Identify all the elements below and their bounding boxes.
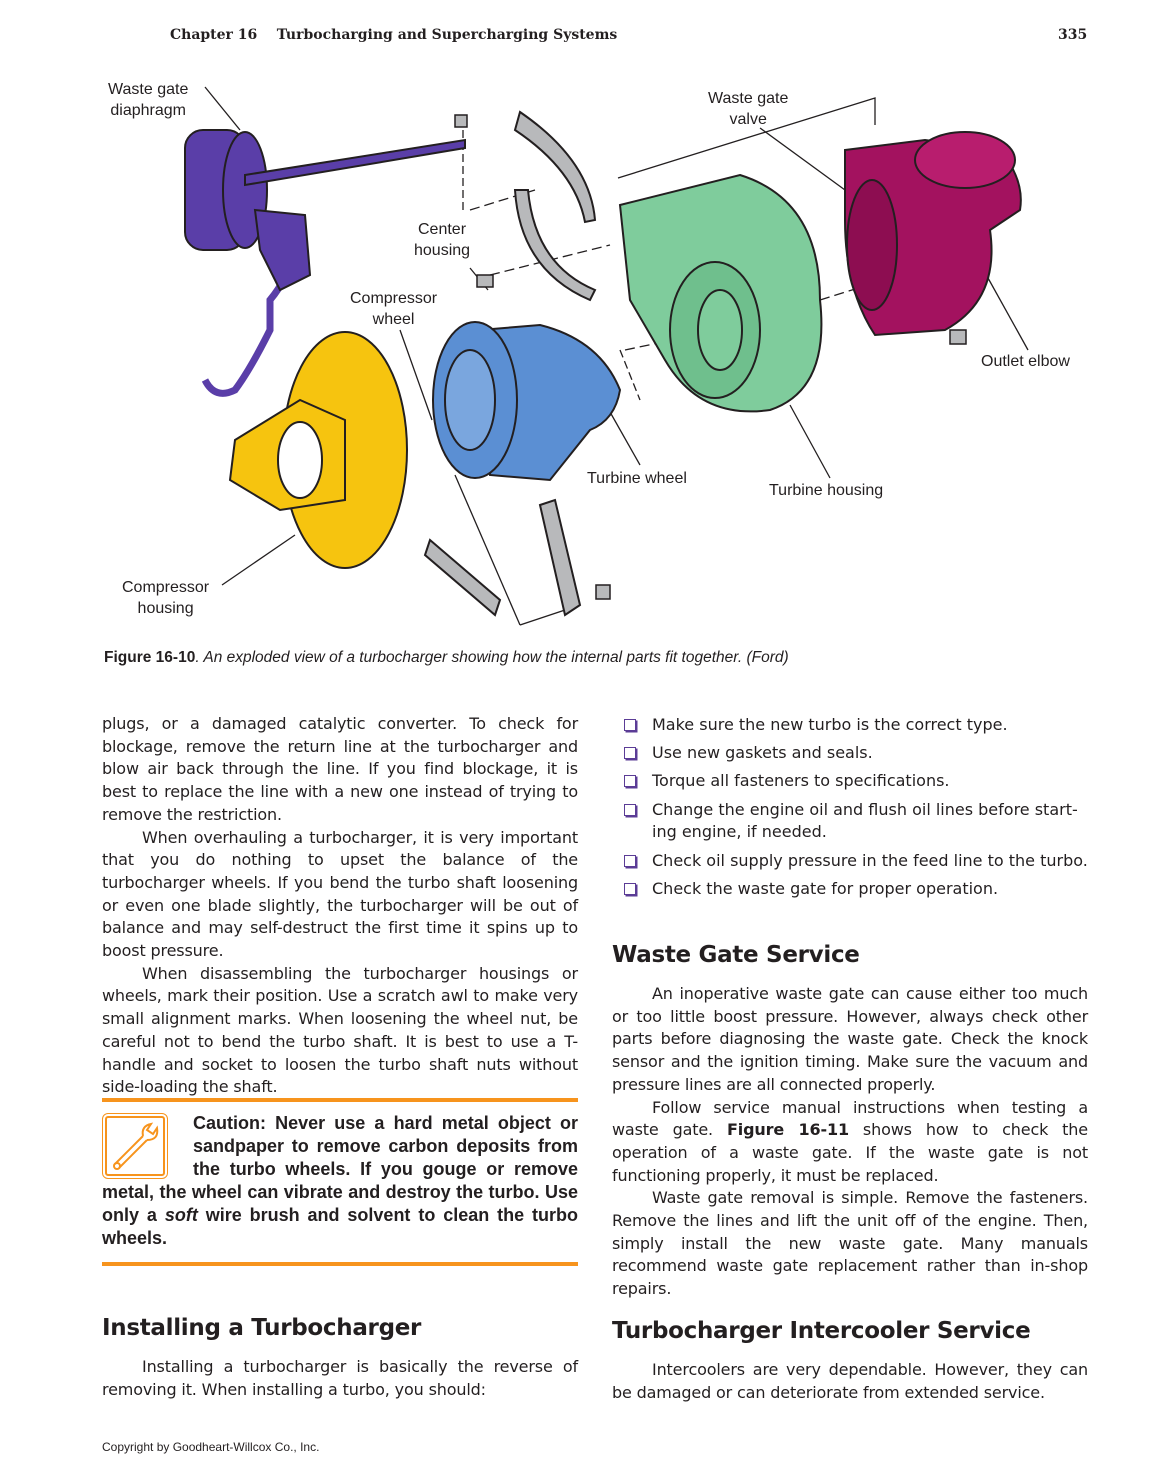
checklist-item: Make sure the new turbo is the correct type. [612, 714, 1088, 737]
heading-waste-gate-service: Waste Gate Service [612, 942, 860, 968]
checkbox-icon [624, 883, 636, 895]
label-compressor-housing: Compressor housing [122, 579, 210, 617]
center-housing-part [433, 322, 620, 480]
chapter-number: Chapter 16 [170, 27, 258, 43]
heading-intercooler-service: Turbocharger Intercooler Service [612, 1318, 1031, 1344]
heading-installing-turbocharger: Installing a Turbocharger [102, 1315, 422, 1341]
checkbox-icon [624, 775, 636, 787]
installation-checklist [612, 714, 1088, 906]
left-column-text [102, 713, 578, 1099]
checklist-item: Change the engine oil and flush oil lines before start-ing engine, if needed. [612, 799, 1088, 844]
outlet-elbow-part [845, 132, 1021, 335]
figure-reference: Figure 16-11 [726, 1120, 849, 1140]
wrench-icon [105, 1116, 165, 1176]
page-number: 335 [1058, 27, 1088, 43]
checklist-item: Use new gaskets and seals. [612, 742, 1088, 765]
gasket-ring [515, 112, 595, 300]
paragraph: When disassembling the turbocharger housings or wheels, mark their position. Use a scratch awl to make very small alignment marks. When loosening the wheel nut, be careful not to bend the turbo shaft. It is best to use a T-handle and socket to loosen the turbo shaft nuts without side-loading the shaft. [102, 963, 578, 1097]
figure-caption-text: . An exploded view of a turbocharger showing how the internal parts fit together. (Ford) [195, 649, 789, 666]
label-center-housing: Center housing [414, 221, 471, 259]
label-compressor-wheel: Compressor wheel [350, 290, 438, 328]
intercooler-text: Intercoolers are very dependable. However, they can be damaged or can deteriorate from extended service. [612, 1360, 1088, 1402]
waste-gate-text: An inoperative waste gate can cause either too much or too little boost pressure. However, always check other parts before diagnosing the waste gate. Check the knock sensor and the ignition timing. Make sure the vacuum and pressure lines are all connected properly. Follow service manual instructions when testing a waste gate. Figure 16-11 shows how to check the operation of a waste gate. If the waste gate is not functioning properly, it must be replaced. Waste gate removal is simple. Remove the fasteners. Remove the lines and lift the unit off of the engine. Then, simply install the new waste gate. Many manuals recommend waste gate replacement rather than in-shop repairs. [612, 984, 1088, 1299]
turbine-housing-part [620, 175, 821, 411]
label-outlet-elbow: Outlet elbow [981, 353, 1070, 370]
gasket-lower-right [540, 500, 580, 615]
label-waste-gate-valve: Waste gate valve [708, 90, 789, 128]
figure-number: Figure 16-10 [104, 649, 196, 666]
paragraph: plugs, or a damaged catalytic converter. To check for blockage, remove the return line at the turbocharger and blow air back through the line. If you find blockage, it is best to replace the line with a new one instead of trying to remove the restriction. [102, 714, 578, 824]
checklist-item: Check oil supply pressure in the feed line to the turbo. [612, 850, 1088, 873]
caution-text: Caution: Never use a hard metal object or sandpaper to remove carbon deposits from the turbo wheels. If you gouge or remove metal, the wheel can vibrate and destroy the turbo. Use only a [102, 1113, 578, 1225]
caution-box [102, 1098, 578, 1266]
checklist-item: Torque all fasteners to specifications. [612, 770, 1088, 793]
label-turbine-housing: Turbine housing [769, 482, 884, 499]
checkbox-icon [624, 855, 636, 867]
label-turbine-wheel: Turbine wheel [587, 470, 687, 487]
compressor-housing-part [230, 332, 407, 568]
checkbox-icon [624, 747, 636, 759]
checkbox-icon [624, 804, 636, 816]
checkbox-icon [624, 719, 636, 731]
label-waste-gate-diaphragm: Waste gate diaphragm [108, 81, 189, 119]
caution-text-end: wire brush and solvent to clean the turbo wheels. [102, 1205, 579, 1248]
installing-text: Installing a turbocharger is basically the reverse of removing it. When installing a turbo, you should: [102, 1357, 578, 1399]
checklist-item: Check the waste gate for proper operation. [612, 878, 1088, 901]
caution-emphasis: soft [164, 1205, 198, 1225]
figure-caption [104, 649, 789, 667]
paragraph: When overhauling a turbocharger, it is very important that you do nothing to upset the balance of the turbocharger wheels. If you bend the turbo shaft loosening or even one blade slightly, the turbocharger will be out of balance and may self-destruct the first time it spins up to boost pressure. [102, 827, 578, 961]
copyright-footer: Copyright by Goodheart-Willcox Co., Inc. [102, 1440, 320, 1454]
chapter-title: Turbocharging and Supercharging Systems [276, 27, 618, 43]
